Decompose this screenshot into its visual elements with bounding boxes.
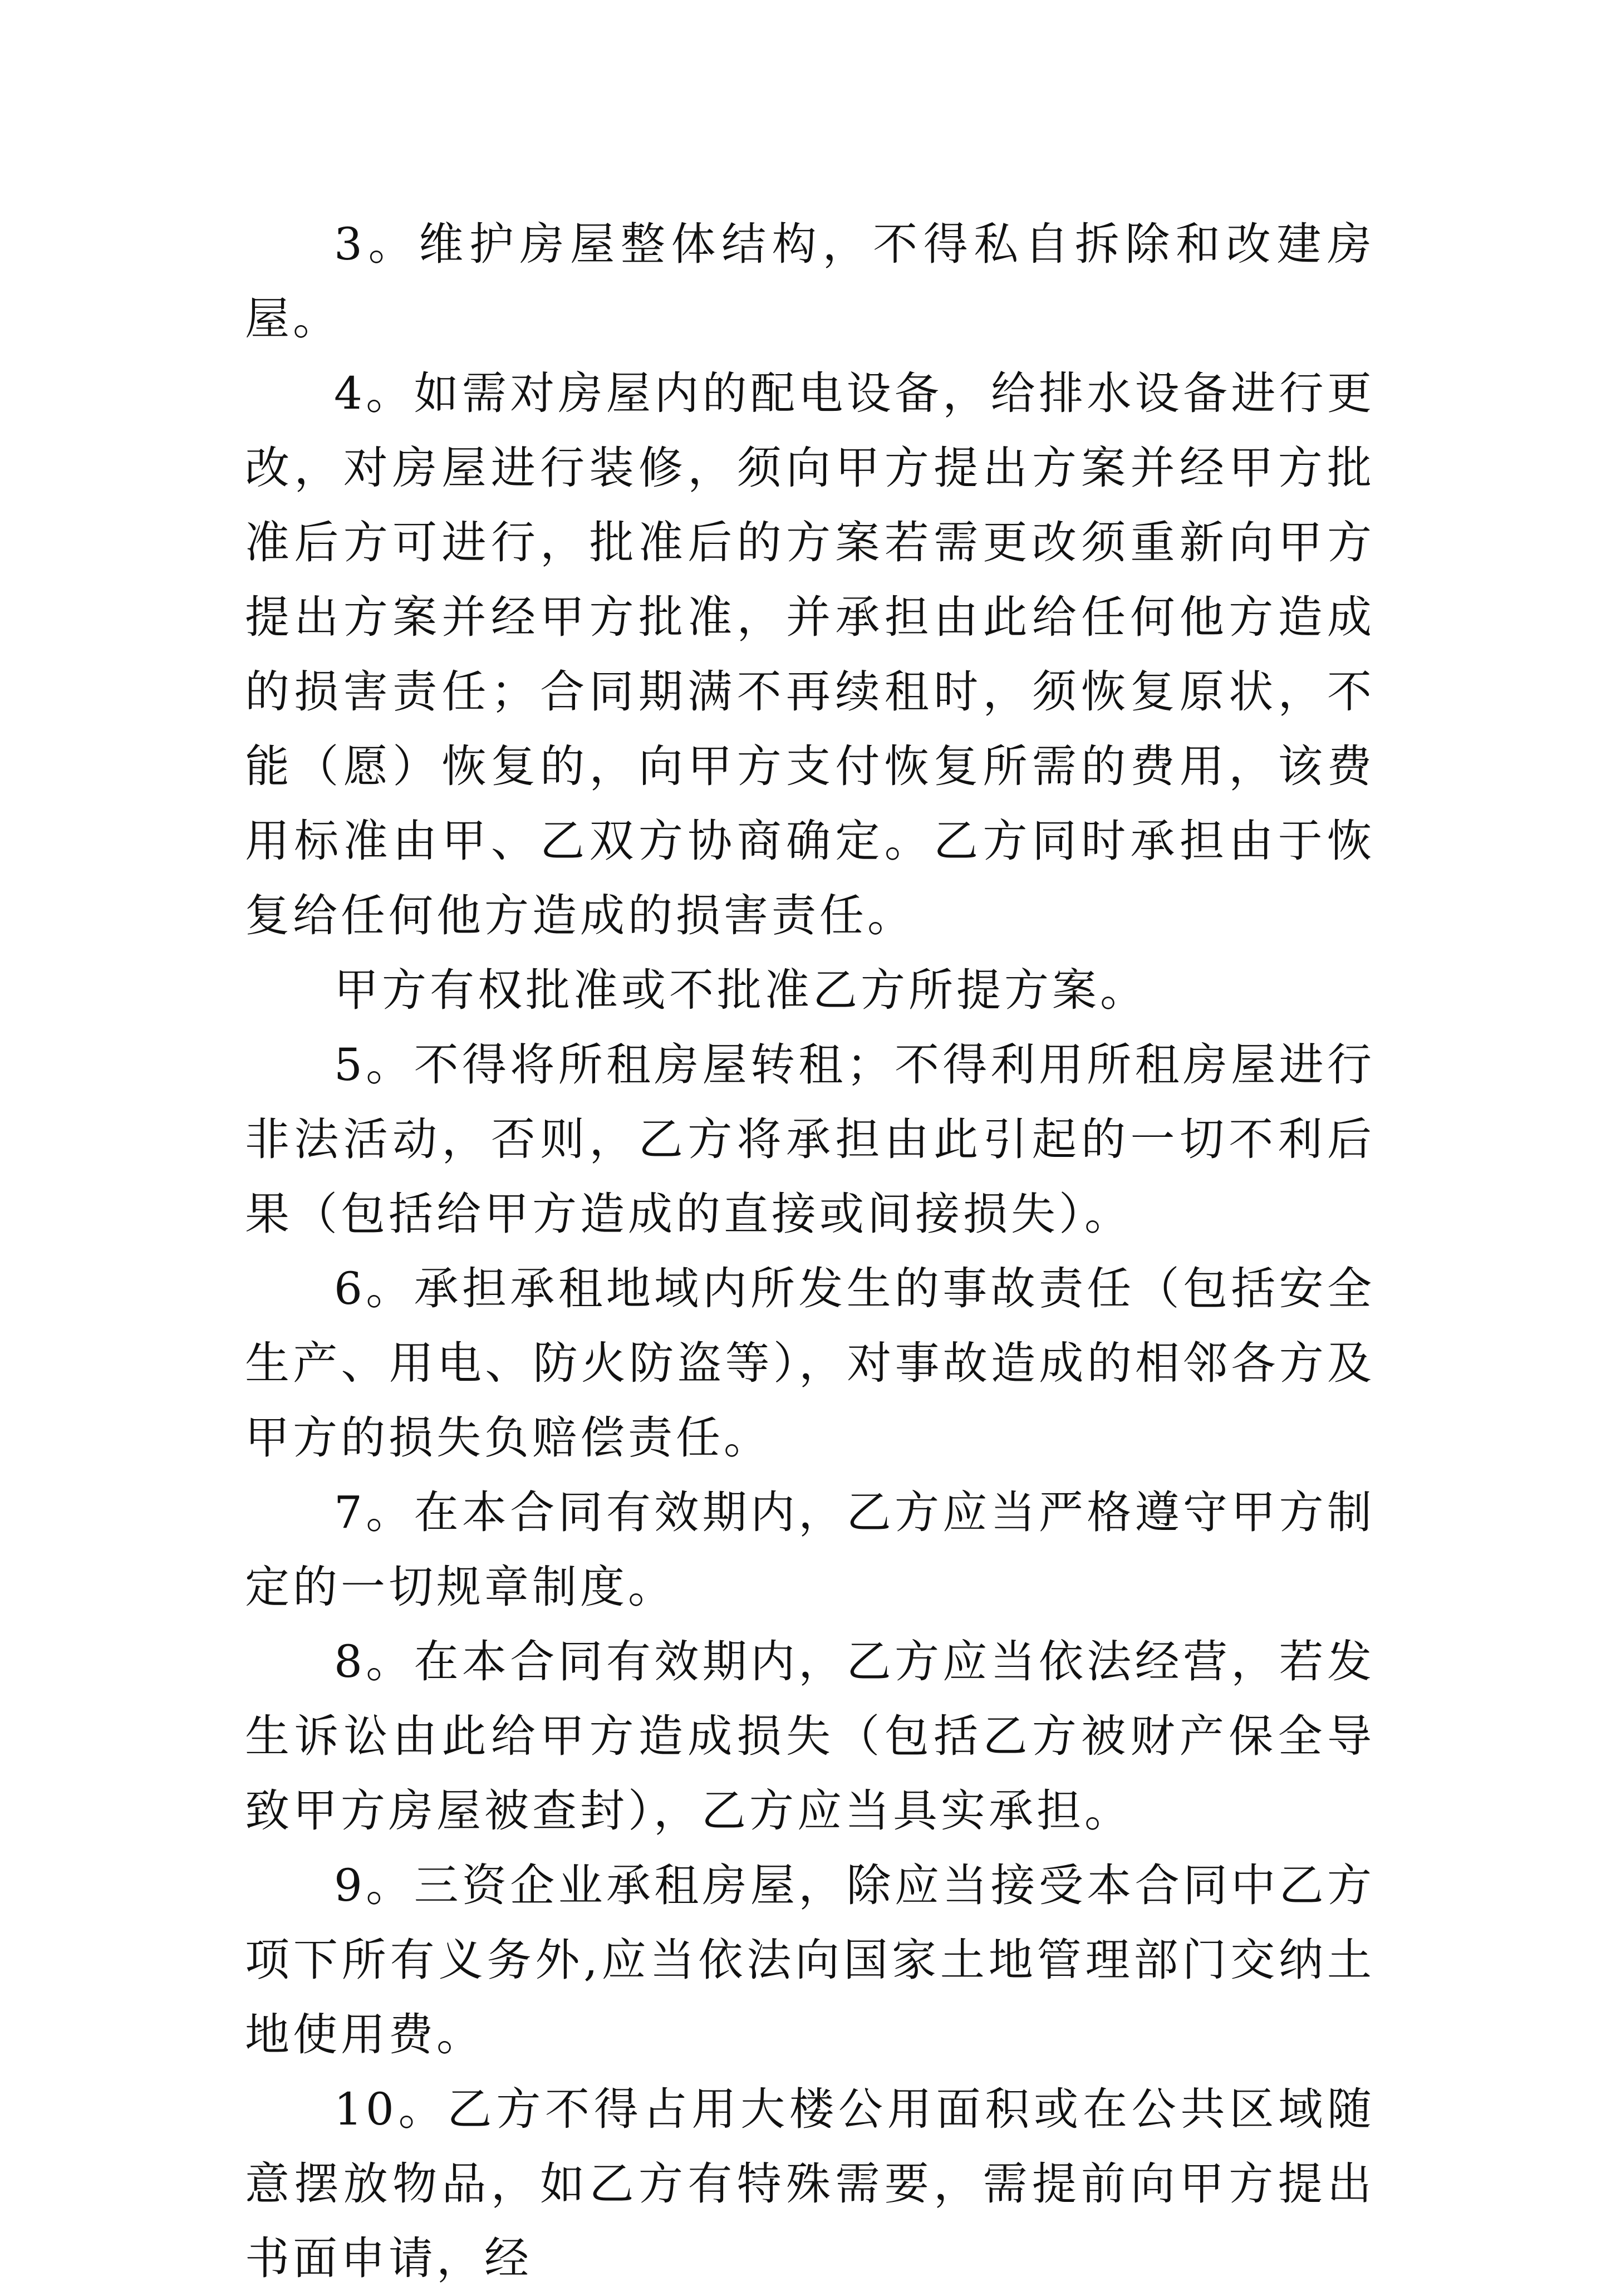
- paragraph-clause-10: 10。乙方不得占用大楼公用面积或在公共区域随意摆放物品，如乙方有特殊需要，需提前向甲方提出书面申请，经: [245, 2083, 1375, 2284]
- paragraph-clause-7: 7。在本合同有效期内，乙方应当严格遵守甲方制定的一切规章制度。: [245, 1486, 1375, 1613]
- paragraph-clause-3: 3。维护房屋整体结构，不得私自拆除和改建房屋。: [245, 218, 1375, 345]
- paragraph-clause-5: 5。不得将所租房屋转租；不得利用所租房屋进行非法活动，否则，乙方将承担由此引起的一切不利后果（包括给甲方造成的直接或间接损失）。: [245, 1039, 1375, 1240]
- document-body: [245, 207, 1375, 2296]
- paragraph-clause-8: 8。在本合同有效期内，乙方应当依法经营，若发生诉讼由此给甲方造成损失（包括乙方被财产保全导致甲方房屋被查封），乙方应当具实承担。: [245, 1636, 1375, 1837]
- paragraph-clause-4: 4。如需对房屋内的配电设备，给排水设备进行更改，对房屋进行装修，须向甲方提出方案并经甲方批准后方可进行，批准后的方案若需更改须重新向甲方提出方案并经甲方批准，并承担由此给任何他方造成的损害责任；合同期满不再续租时，须恢复原状，不能（愿）恢复的，向甲方支付恢复所需的费用，该费用标准由甲、乙双方协商确定。乙方同时承担由于恢复给任何他方造成的损害责任。: [245, 367, 1375, 941]
- paragraph-clause-6: 6。承担承租地域内所发生的事故责任（包括安全生产、用电、防火防盗等），对事故造成的相邻各方及甲方的损失负赔偿责任。: [245, 1263, 1375, 1464]
- paragraph-clause-9: 9。三资企业承租房屋，除应当接受本合同中乙方项下所有义务外,应当依法向国家土地管理部门交纳土地使用费。: [245, 1860, 1375, 2060]
- paragraph-approval-note: 甲方有权批准或不批准乙方所提方案。: [334, 964, 1148, 1016]
